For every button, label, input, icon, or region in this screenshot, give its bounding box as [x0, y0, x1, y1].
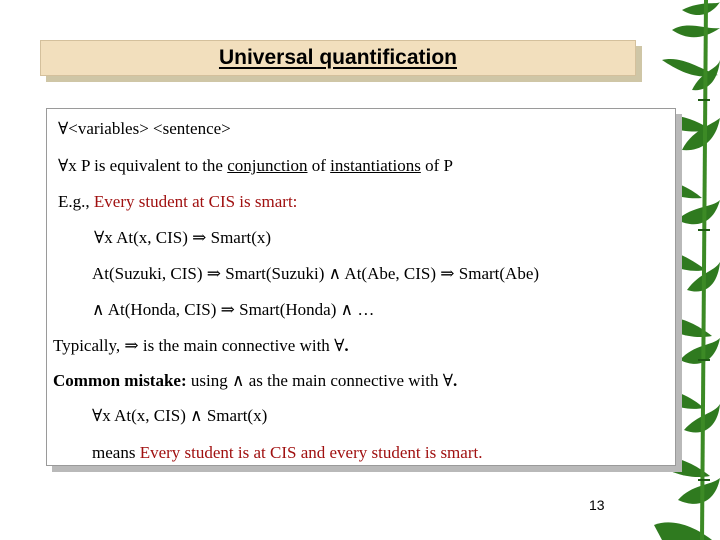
line-text: At(Abe, CIS)	[341, 264, 441, 283]
forall-symbol: ∀	[334, 336, 345, 355]
line-text: .	[452, 371, 458, 390]
line-text: is the main connective with	[138, 336, 335, 355]
line-text: Typically,	[53, 336, 125, 355]
line-text: At(Honda, CIS)	[104, 300, 221, 319]
content-line-4	[94, 228, 271, 248]
bold-label: Common mistake:	[53, 371, 187, 390]
line-text: E.g.,	[58, 192, 94, 211]
line-text: Smart(Suzuki)	[221, 264, 329, 283]
slide-title: Universal quantification	[218, 46, 458, 69]
and-symbol: ∧	[328, 264, 342, 283]
underlined-term-instantiations: instantiations	[330, 156, 421, 175]
highlight-text: Every student at CIS is smart:	[93, 192, 298, 211]
implies-symbol: ⇒	[440, 264, 455, 283]
forall-symbol: ∀	[58, 119, 69, 138]
line-text: of P	[420, 156, 453, 175]
line-text: Smart(Abe)	[454, 264, 540, 283]
implies-symbol: ⇒	[192, 228, 207, 247]
line-text: Smart(x)	[202, 406, 268, 425]
content-line-9	[92, 406, 267, 426]
page-number: 13	[589, 497, 605, 513]
line-text: x At(x, CIS)	[104, 228, 193, 247]
content-line-10	[92, 443, 482, 463]
content-line-8	[53, 371, 457, 391]
line-text: x At(x, CIS)	[102, 406, 191, 425]
line-text: means	[92, 443, 140, 462]
line-text: x P is equivalent to the	[68, 156, 228, 175]
line-text: Smart(x)	[206, 228, 272, 247]
line-text: using	[186, 371, 232, 390]
and-symbol: ∧	[92, 300, 105, 319]
content-line-6	[92, 300, 374, 320]
and-symbol: ∧	[340, 300, 354, 319]
and-symbol: ∧	[190, 406, 203, 425]
highlight-text: Every student is at CIS and every student is smart.	[139, 443, 483, 462]
content-line-1	[58, 119, 231, 139]
line-text: At(Suzuki, CIS)	[92, 264, 207, 283]
content-line-2	[58, 156, 453, 176]
implies-symbol: ⇒	[220, 300, 235, 319]
underlined-term-conjunction: conjunction	[227, 156, 308, 175]
and-symbol: ∧	[231, 371, 245, 390]
line-text: …	[353, 300, 375, 319]
forall-symbol: ∀	[442, 371, 453, 390]
forall-symbol: ∀	[92, 406, 103, 425]
implies-symbol: ⇒	[124, 336, 139, 355]
content-line-5	[92, 264, 539, 284]
forall-symbol: ∀	[94, 228, 105, 247]
line-text: as the main connective with	[244, 371, 443, 390]
implies-symbol: ⇒	[206, 264, 221, 283]
content-line-7	[53, 336, 349, 356]
line-text: <variables> <sentence>	[68, 119, 231, 138]
line-text: Smart(Honda)	[234, 300, 341, 319]
title-box	[40, 40, 636, 76]
forall-symbol: ∀	[58, 156, 69, 175]
content-line-3	[58, 192, 297, 212]
line-text: of	[307, 156, 331, 175]
line-text: .	[344, 336, 349, 355]
